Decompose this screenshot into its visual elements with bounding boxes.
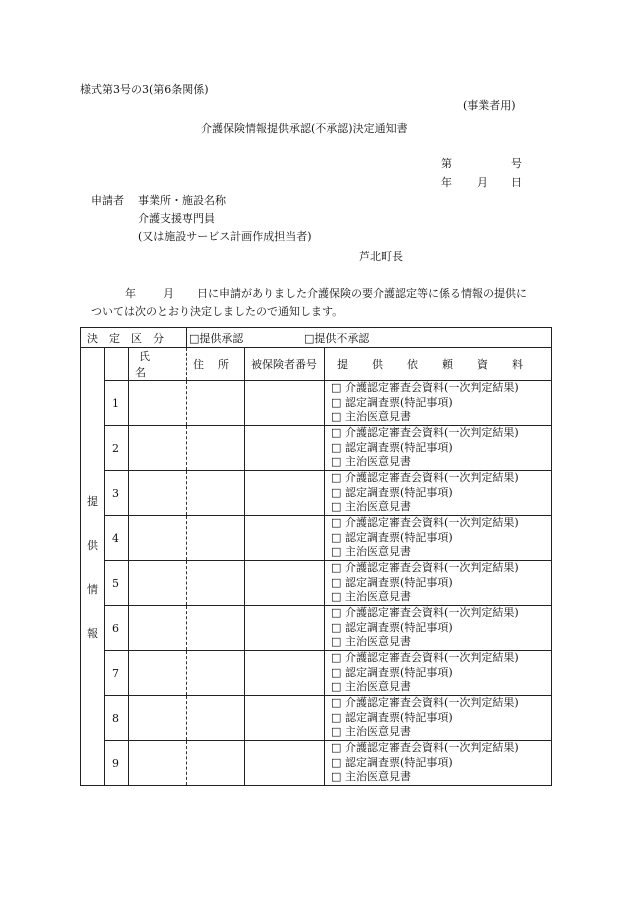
doc-option[interactable]: □ 介護認定審査会資料(一次判定結果) (331, 741, 519, 755)
doc-option[interactable]: □ 認定調査票(特記事項) (331, 710, 453, 724)
insured-no-cell[interactable] (245, 606, 325, 651)
doc-option[interactable]: □ 介護認定審査会資料(一次判定結果) (331, 696, 519, 710)
doc-option[interactable]: □ 認定調査票(特記事項) (331, 395, 453, 409)
page-title: 介護保険情報提供承認(不承認)決定通知書 (201, 122, 408, 135)
address-cell[interactable] (187, 561, 245, 606)
doc-option[interactable]: □ 介護認定審査会資料(一次判定結果) (331, 471, 519, 485)
docs-cell (325, 651, 552, 696)
table-row (81, 651, 552, 696)
docs-cell (325, 561, 552, 606)
address-cell[interactable] (187, 696, 245, 741)
docs-cell (325, 516, 552, 561)
decision-options (187, 328, 552, 348)
doc-option[interactable]: □ 介護認定審査会資料(一次判定結果) (331, 651, 519, 665)
address-cell[interactable] (187, 606, 245, 651)
header-address: 住所 (187, 348, 245, 381)
doc-option[interactable]: □ 認定調査票(特記事項) (331, 755, 453, 769)
applicant-facility: 事業所・施設名称 (138, 194, 226, 207)
table-row (81, 561, 552, 606)
insured-no-cell[interactable] (245, 516, 325, 561)
docs-cell (325, 606, 552, 651)
row-number: 4 (105, 516, 129, 561)
row-number: 9 (105, 741, 129, 786)
header-blank (105, 348, 129, 381)
doc-option[interactable]: □ 介護認定審査会資料(一次判定結果) (331, 516, 519, 530)
table-row (81, 426, 552, 471)
table-row (81, 741, 552, 786)
table-row (81, 516, 552, 561)
address-cell[interactable] (187, 426, 245, 471)
doc-option[interactable]: □ 介護認定審査会資料(一次判定結果) (331, 606, 519, 620)
user-type: (事業者用) (463, 99, 516, 112)
insured-no-cell[interactable] (245, 426, 325, 471)
docs-cell (325, 741, 552, 786)
doc-option[interactable]: □ 主治医意見書 (331, 500, 412, 514)
name-cell[interactable] (129, 516, 187, 561)
header-insured-no: 被保険者番号 (245, 348, 325, 381)
insured-no-cell[interactable] (245, 696, 325, 741)
date-year: 年 (441, 176, 452, 189)
table-row (81, 696, 552, 741)
doc-option[interactable]: □ 認定調査票(特記事項) (331, 440, 453, 454)
doc-option[interactable]: □ 介護認定審査会資料(一次判定結果) (331, 426, 519, 440)
header-docs: 提供依頼資料 (325, 348, 552, 381)
doc-no-suffix: 号 (511, 157, 522, 170)
row-number: 1 (105, 381, 129, 426)
name-cell[interactable] (129, 741, 187, 786)
docs-cell (325, 426, 552, 471)
docs-cell (325, 696, 552, 741)
doc-option[interactable]: □ 主治医意見書 (331, 545, 412, 559)
table-row (81, 381, 552, 426)
info-table (80, 327, 552, 786)
applicant-label: 申請者 (91, 194, 124, 207)
doc-option[interactable]: □ 認定調査票(特記事項) (331, 575, 453, 589)
option-deny[interactable]: □提供不承認 (303, 331, 370, 345)
body-line1: 日に申請がありました介護保険の要介護認定等に係る情報の提供に (197, 287, 527, 300)
side-char: 提 (87, 494, 98, 508)
applicant-planner: (又は施設サービス計画作成担当者) (138, 230, 312, 243)
insured-no-cell[interactable] (245, 381, 325, 426)
name-cell[interactable] (129, 561, 187, 606)
doc-option[interactable]: □ 認定調査票(特記事項) (331, 485, 453, 499)
doc-no-prefix: 第 (441, 157, 452, 170)
doc-option[interactable]: □ 主治医意見書 (331, 680, 412, 694)
address-cell[interactable] (187, 741, 245, 786)
doc-option[interactable]: □ 主治医意見書 (331, 635, 412, 649)
row-number: 2 (105, 426, 129, 471)
option-approve[interactable]: □提供承認 (189, 331, 244, 345)
date-month: 月 (477, 176, 488, 189)
row-number: 3 (105, 471, 129, 516)
side-label (81, 348, 105, 786)
doc-option[interactable]: □ 主治医意見書 (331, 770, 412, 784)
row-number: 6 (105, 606, 129, 651)
name-cell[interactable] (129, 381, 187, 426)
doc-option[interactable]: □ 主治医意見書 (331, 590, 412, 604)
name-cell[interactable] (129, 426, 187, 471)
insured-no-cell[interactable] (245, 471, 325, 516)
address-cell[interactable] (187, 651, 245, 696)
insured-no-cell[interactable] (245, 741, 325, 786)
docs-cell (325, 381, 552, 426)
address-cell[interactable] (187, 471, 245, 516)
side-char: 情 (87, 582, 98, 596)
doc-option[interactable]: □ 主治医意見書 (331, 725, 412, 739)
doc-option[interactable]: □ 認定調査票(特記事項) (331, 620, 453, 634)
name-cell[interactable] (129, 606, 187, 651)
decision-label: 決定区分 (81, 328, 187, 348)
table-row (81, 471, 552, 516)
applicant-manager: 介護支援専門員 (138, 212, 215, 225)
name-cell[interactable] (129, 471, 187, 516)
doc-option[interactable]: □ 介護認定審査会資料(一次判定結果) (331, 561, 519, 575)
name-cell[interactable] (129, 696, 187, 741)
doc-option[interactable]: □ 認定調査票(特記事項) (331, 530, 453, 544)
insured-no-cell[interactable] (245, 561, 325, 606)
name-cell[interactable] (129, 651, 187, 696)
docs-cell (325, 471, 552, 516)
issuer: 芦北町長 (359, 250, 403, 263)
form-number: 様式第3号の3(第6条関係) (80, 83, 209, 96)
date-day: 日 (511, 176, 522, 189)
table-row (81, 606, 552, 651)
insured-no-cell[interactable] (245, 651, 325, 696)
header-name: 氏名 (129, 348, 187, 381)
address-cell[interactable] (187, 381, 245, 426)
body-month: 月 (163, 287, 174, 300)
side-char: 供 (87, 538, 98, 552)
doc-option[interactable]: □ 主治医意見書 (331, 410, 412, 424)
body-year: 年 (125, 287, 136, 300)
doc-option[interactable]: □ 主治医意見書 (331, 455, 412, 469)
doc-option[interactable]: □ 介護認定審査会資料(一次判定結果) (331, 381, 519, 395)
doc-option[interactable]: □ 認定調査票(特記事項) (331, 665, 453, 679)
row-number: 7 (105, 651, 129, 696)
side-char: 報 (87, 626, 98, 640)
address-cell[interactable] (187, 516, 245, 561)
row-number: 5 (105, 561, 129, 606)
row-number: 8 (105, 696, 129, 741)
body-line2: ついては次のとおり決定しましたので通知します。 (91, 305, 344, 318)
